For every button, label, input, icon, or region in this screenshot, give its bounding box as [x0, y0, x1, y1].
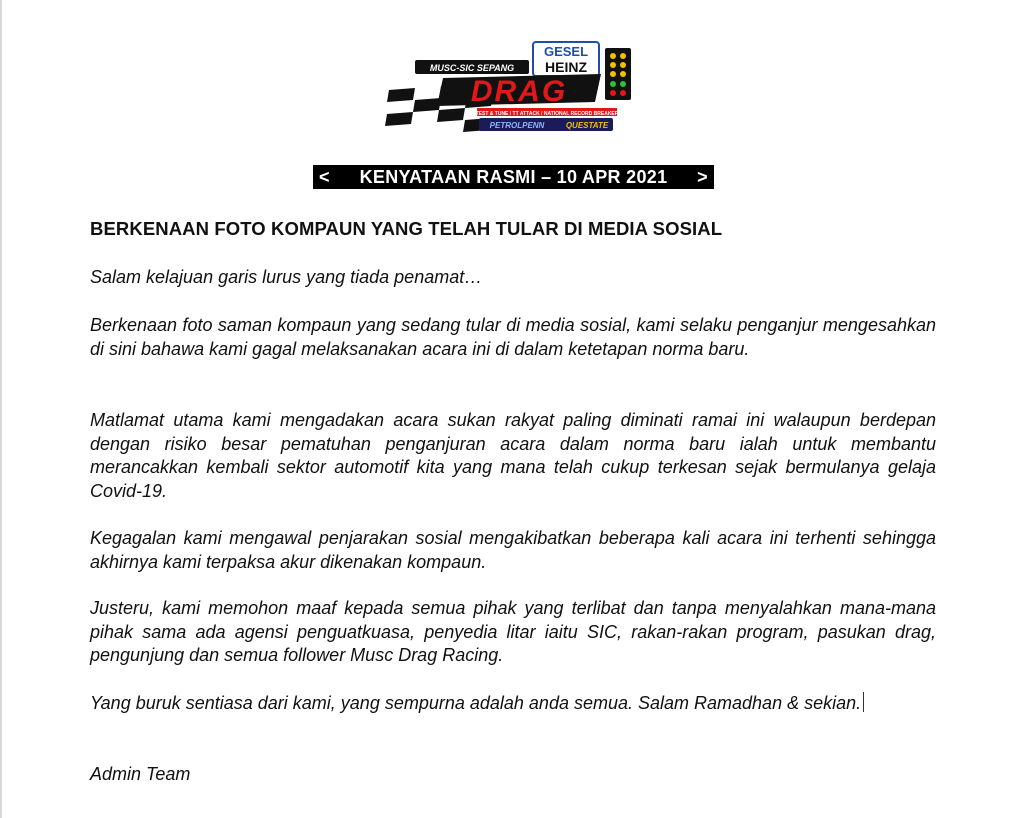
- paragraph-4: Justeru, kami memohon maaf kepada semua pihak yang terlibat dan tanpa menyalahkan mana-mana pihak sama ada agensi penguatkuasa, penyedia litar iaitu SIC, rakan-rakan program, pasukan drag, pengunjung dan semua follower Musc Drag Racing.: [90, 598, 936, 665]
- logo-tagline: TEST & TUNE / TT ATTACK / NATIONAL RECORD BREAKER: [475, 111, 619, 117]
- greeting-line: Salam kelajuan garis lurus yang tiada penamat…: [90, 267, 483, 287]
- statement-banner: [313, 165, 714, 189]
- drag-lights-icon: [605, 48, 631, 100]
- paragraph-5-text: Yang buruk sentiasa dari kami, yang sempurna adalah anda semua. Salam Ramadhan & sekian.: [90, 693, 862, 713]
- statement-heading: BERKENAAN FOTO KOMPAUN YANG TELAH TULAR DI MEDIA SOSIAL: [90, 218, 723, 239]
- logo-organizer: MUSC-SIC SEPANG: [429, 63, 515, 73]
- paragraph-3: Kegagalan kami mengawal penjarakan sosial mengakibatkan beberapa kali acara ini terhenti sehingga akhirnya kami terpaksa akur dikenakan kompaun.: [90, 528, 936, 572]
- text-cursor: [863, 692, 864, 712]
- signature: Admin Team: [90, 764, 191, 784]
- logo-event-title: DRAG: [470, 75, 568, 108]
- page-edge: [0, 0, 2, 818]
- paragraph-2: Matlamat utama kami mengadakan acara sukan rakyat paling diminati ramai ini walaupun berdepan dengan risiko besar pematuhan penganjuran acara dalam norma baru ialah untuk membantu merancakkan kembali sektor automotif kita yang mana telah cukup terkesan sejak bermulanya gelaja Covid-19.: [90, 410, 936, 501]
- paragraph-1: Berkenaan foto saman kompaun yang sedang tular di media sosial, kami selaku penganjur mengesahkan di sini bahawa kami gagal melaksanakan acara ini di dalam ketetapan norma baru.: [90, 315, 936, 359]
- logo-brand-line2: HEINZ: [545, 59, 587, 75]
- logo-brand-line1: GESEL: [543, 44, 589, 59]
- paragraph-5: [90, 692, 936, 716]
- logo-sponsor-2: QUESTATE: [565, 121, 609, 130]
- drag-event-logo: [385, 38, 645, 136]
- banner-left-arrow: <: [319, 166, 330, 187]
- banner-right-arrow: >: [697, 166, 708, 187]
- logo-sponsor-1: PETROLPENN: [489, 121, 545, 130]
- banner-title: KENYATAAN RASMI – 10 APR 2021: [359, 166, 668, 187]
